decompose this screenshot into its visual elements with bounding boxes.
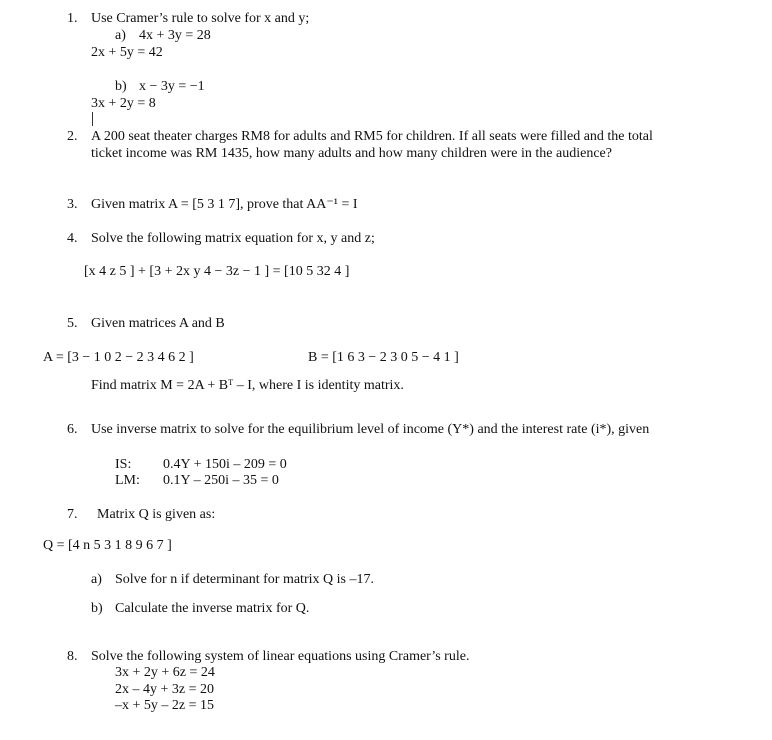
- q3-text: Given matrix A = [5 3 1 7], prove that AA⁻¹ = I: [91, 197, 358, 212]
- q8-eq3: –x + 5y – 2z = 15: [115, 698, 215, 713]
- q1b-eq2: 3x + 2y = 8: [91, 96, 156, 111]
- q5-find: Find matrix M = 2A + Bᵀ – I, where I is identity matrix.: [91, 378, 404, 393]
- q2-line1: A 200 seat theater charges RM8 for adults and RM5 for children. If all seats were filled and the total: [91, 129, 653, 144]
- q8-eq2: 2x – 4y + 3z = 20: [115, 682, 215, 697]
- q6-lm-eq: 0.1Y – 250i – 35 = 0: [163, 473, 279, 488]
- q7b-text: Calculate the inverse matrix for Q.: [115, 601, 310, 616]
- q7-number: 7.: [67, 507, 78, 522]
- q7-matrix: Q = [4 n 5 3 1 8 9 6 7 ]: [43, 538, 172, 553]
- text-cursor: [92, 112, 93, 126]
- q2-line2: ticket income was RM 1435, how many adults and how many children were in the audience?: [91, 146, 612, 161]
- q1b-label: b): [115, 79, 127, 94]
- q2-number: 2.: [67, 129, 78, 144]
- q7a-text: Solve for n if determinant for matrix Q is –17.: [115, 572, 374, 587]
- q1a-eq1: 4x + 3y = 28: [139, 28, 211, 43]
- q5-text: Given matrices A and B: [91, 316, 225, 331]
- q4-text: Solve the following matrix equation for x, y and z;: [91, 231, 375, 246]
- q4-number: 4.: [67, 231, 78, 246]
- q7b-label: b): [91, 601, 103, 616]
- q3-number: 3.: [67, 197, 78, 212]
- q7a-label: a): [91, 572, 102, 587]
- q1b-eq1: x − 3y = −1: [139, 79, 205, 94]
- q6-is-eq: 0.4Y + 150i – 209 = 0: [163, 457, 287, 472]
- q4-equation: [x 4 z 5 ] + [3 + 2x y 4 − 3z − 1 ] = [10 5 32 4 ]: [84, 264, 350, 279]
- q6-is-label: IS:: [115, 457, 132, 472]
- q8-text: Solve the following system of linear equations using Cramer’s rule.: [91, 649, 470, 664]
- q5-number: 5.: [67, 316, 78, 331]
- q1a-label: a): [115, 28, 126, 43]
- q1a-eq2: 2x + 5y = 42: [91, 45, 163, 60]
- q8-number: 8.: [67, 649, 78, 664]
- q1-text: Use Cramer’s rule to solve for x and y;: [91, 11, 310, 26]
- q1-number: 1.: [67, 11, 78, 26]
- q7-text: Matrix Q is given as:: [97, 507, 216, 522]
- q5-matrix-b: B = [1 6 3 − 2 3 0 5 − 4 1 ]: [308, 350, 459, 365]
- q5-matrix-a: A = [3 − 1 0 2 − 2 3 4 6 2 ]: [43, 350, 194, 365]
- q8-eq1: 3x + 2y + 6z = 24: [115, 665, 215, 680]
- q6-lm-label: LM:: [115, 473, 140, 488]
- q6-text: Use inverse matrix to solve for the equilibrium level of income (Y*) and the interest rate (i*), given: [91, 422, 650, 437]
- q6-number: 6.: [67, 422, 78, 437]
